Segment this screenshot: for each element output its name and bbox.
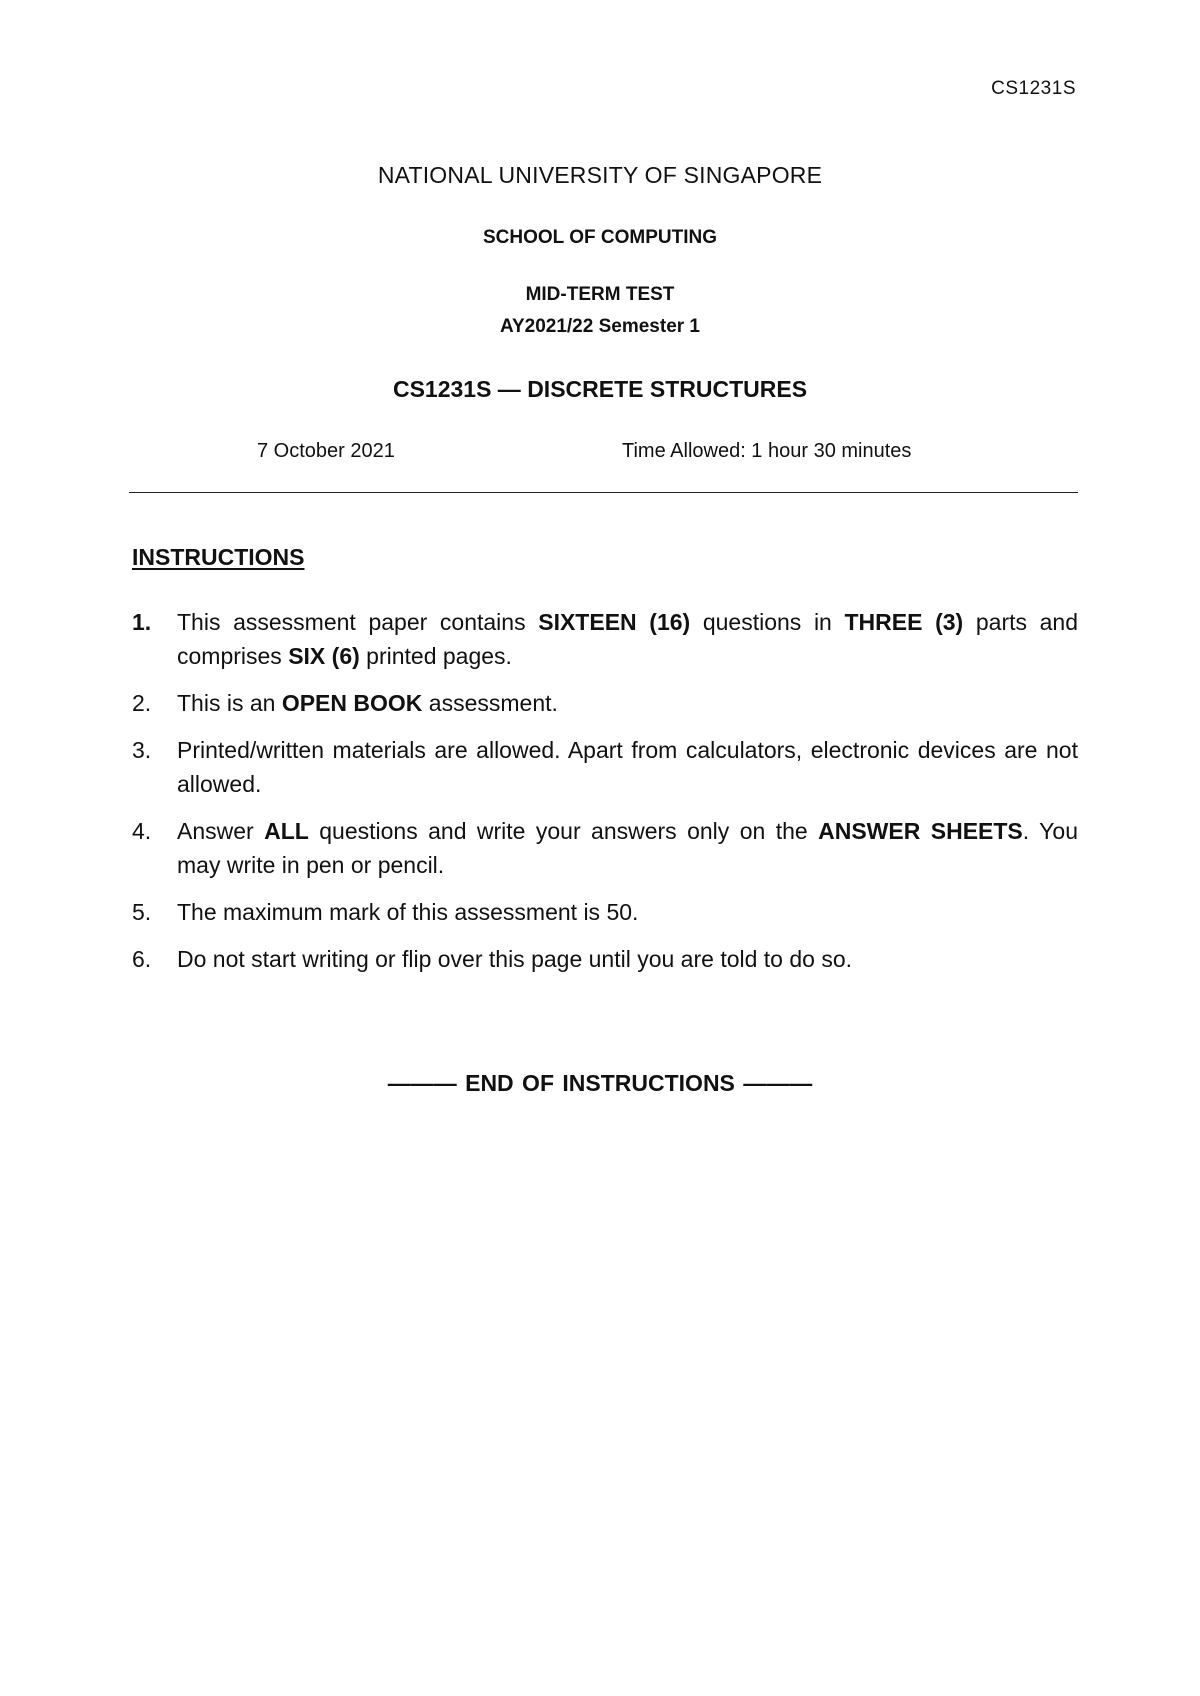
instruction-text: Answer [177, 818, 265, 844]
time-allowed: Time Allowed: 1 hour 30 minutes [622, 440, 912, 462]
instructions-heading: INSTRUCTIONS [132, 544, 305, 570]
instruction-text: printed pages. [359, 643, 512, 669]
academic-semester: AY2021/22 Semester 1 [499, 316, 700, 337]
instruction-text: This assessment paper contains [177, 609, 539, 635]
instruction-number: 3. [132, 737, 152, 763]
header-divider [129, 492, 1078, 493]
end-of-instructions: ——— END OF INSTRUCTIONS ——— [387, 1070, 813, 1096]
instruction-number: 6. [132, 946, 152, 972]
school-name: SCHOOL OF COMPUTING [483, 227, 717, 248]
instruction-emphasis: ANSWER SHEETS [818, 818, 1023, 844]
instruction-emphasis: THREE (3) [844, 609, 964, 635]
instruction-text: This is an [177, 690, 282, 716]
instruction-text: questions and write your answers only on the [308, 818, 819, 844]
instruction-item [132, 605, 1078, 673]
instruction-emphasis: OPEN BOOK [281, 690, 423, 716]
instruction-text: parts and comprises [177, 609, 1079, 669]
instruction-emphasis: SIX (6) [288, 643, 360, 669]
instruction-number: 5. [132, 899, 152, 925]
instruction-text: assessment. [422, 690, 558, 716]
instruction-number: 1. [132, 609, 152, 635]
instruction-item [132, 733, 1078, 801]
course-title: CS1231S — DISCRETE STRUCTURES [392, 376, 808, 402]
instruction-text: . You may write in pen or pencil. [177, 818, 1078, 878]
instruction-text: questions in [690, 609, 845, 635]
instruction-item [132, 814, 1078, 882]
instruction-text: Printed/written materials are allowed. Apart from calculators, electronic devices are not allowed. [177, 737, 1078, 797]
instruction-emphasis: SIXTEEN (16) [538, 609, 691, 635]
instruction-item [132, 686, 1078, 720]
instruction-number: 2. [132, 690, 152, 716]
header-course-code: CS1231S [991, 78, 1076, 99]
instruction-text: The maximum mark of this assessment is 50. [177, 899, 639, 925]
instruction-item [132, 942, 1078, 976]
instruction-item [132, 895, 1078, 929]
instruction-text: Do not start writing or flip over this page until you are told to do so. [177, 946, 853, 972]
instructions-list [132, 605, 1078, 989]
instruction-number: 4. [132, 818, 152, 844]
exam-date: 7 October 2021 [257, 440, 395, 462]
test-type: MID-TERM TEST [525, 284, 675, 305]
instruction-emphasis: ALL [264, 818, 309, 844]
university-name: NATIONAL UNIVERSITY OF SINGAPORE [377, 162, 823, 188]
